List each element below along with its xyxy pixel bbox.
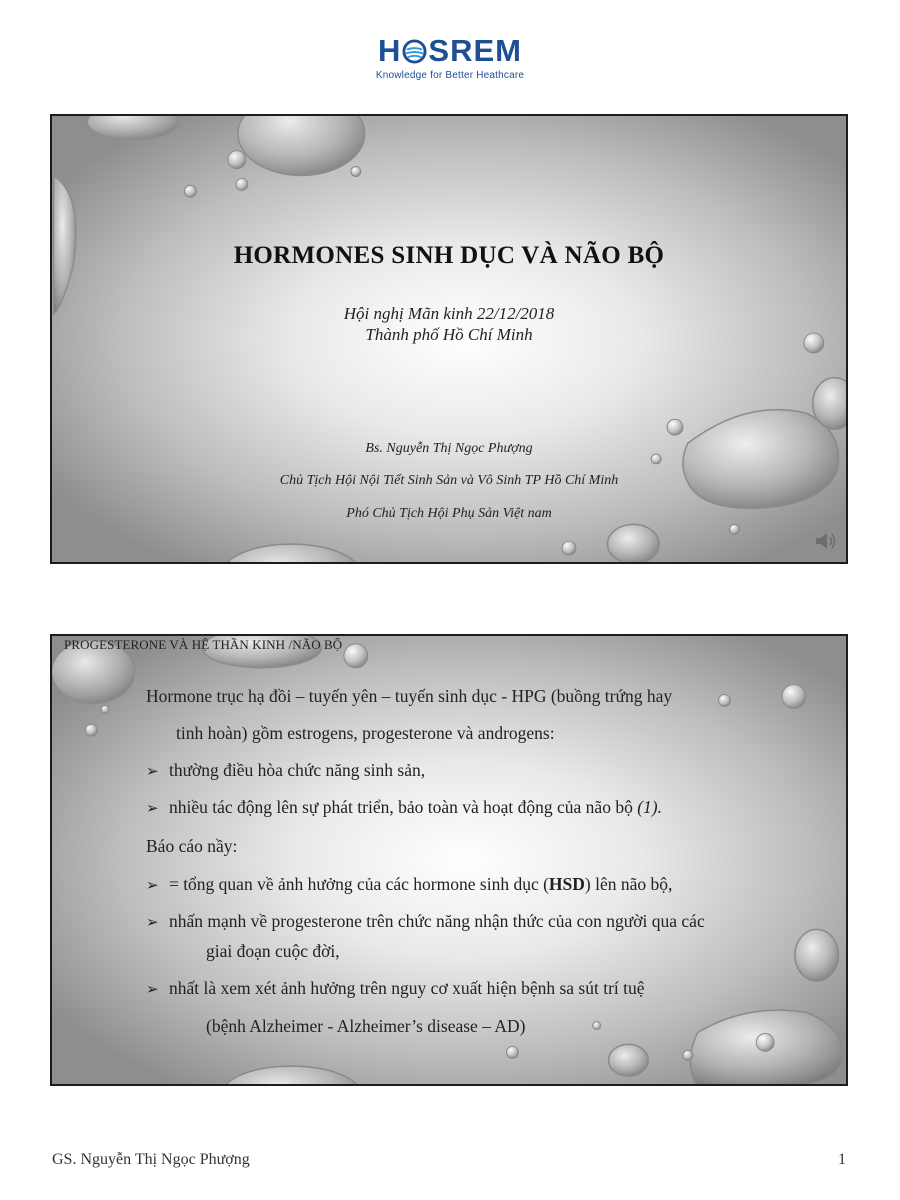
city-line: Thành phố Hồ Chí Minh [365, 325, 533, 344]
logo-word-left: H [378, 33, 402, 68]
arrow-bullet-icon: ➢ [146, 876, 159, 894]
arrow-bullet-icon: ➢ [146, 913, 159, 931]
bullet-text: = tổng quan về ảnh hưởng của các hormone sinh dục ( [168, 874, 549, 894]
author-role-1: Chủ Tịch Hội Nội Tiết Sinh Sản và Vô Sinh TP Hồ Chí Minh [279, 473, 619, 488]
intro-line-1: Hormone trục hạ đồi – tuyến yên – tuyến sinh dục - HPG (buồng trứng hay [146, 686, 673, 706]
bullet-text: thường điều hòa chức năng sinh sản, [168, 760, 426, 780]
footer-author: GS. Nguyễn Thị Ngọc Phượng [52, 1151, 250, 1168]
intro-line-2: tinh hoàn) gồm estrogens, progesterone và androgens: [176, 723, 555, 743]
bullet-text: nhiều tác động lên sự phát triển, bảo toàn và hoạt động của não bộ [168, 797, 638, 817]
title-slide [50, 114, 848, 564]
author-name: Bs. Nguyễn Thị Ngọc Phượng [365, 441, 533, 456]
logo-wordmark [378, 34, 522, 68]
bullet-item [146, 911, 705, 932]
hosrem-logo [0, 34, 900, 81]
page-number: 1 [838, 1151, 846, 1168]
logo-word-right: SREM [428, 33, 522, 68]
slide-title: HORMONES SINH DỤC VÀ NÃO BỘ [233, 242, 665, 269]
bullet-item [146, 797, 662, 818]
report-label: Báo cáo nầy: [146, 836, 238, 856]
reference-note: (1). [637, 797, 662, 817]
bullet-continuation: giai đoạn cuộc đời, [206, 941, 340, 961]
bullet-item [146, 978, 645, 999]
bullet-item [146, 760, 425, 781]
bullet-continuation: (bệnh Alzheimer - Alzheimer’s disease – AD) [206, 1016, 526, 1036]
slide-heading: PROGESTERONE VÀ HỆ THẦN KINH /NÃO BỘ [64, 637, 343, 652]
arrow-bullet-icon: ➢ [146, 799, 159, 817]
globe-icon [402, 39, 427, 64]
logo-tagline: Knowledge for Better Heathcare [375, 70, 525, 81]
bullet-text: nhấn mạnh về progesterone trên chức năng nhận thức của con người qua các [168, 911, 705, 931]
author-role-2: Phó Chủ Tịch Hội Phụ Sản Việt nam [346, 506, 552, 521]
hsd-abbreviation: HSD [548, 874, 585, 894]
arrow-bullet-icon: ➢ [146, 980, 159, 998]
event-line: Hội nghị Mãn kinh 22/12/2018 [343, 304, 555, 323]
bullet-item [146, 874, 672, 895]
speaker-icon[interactable] [814, 530, 838, 552]
content-slide [50, 634, 848, 1086]
bullet-text-end: ) lên não bộ, [584, 874, 673, 894]
arrow-bullet-icon: ➢ [146, 762, 159, 780]
bullet-text: nhất là xem xét ảnh hưởng trên nguy cơ xuất hiện bệnh sa sút trí tuệ [168, 978, 645, 998]
